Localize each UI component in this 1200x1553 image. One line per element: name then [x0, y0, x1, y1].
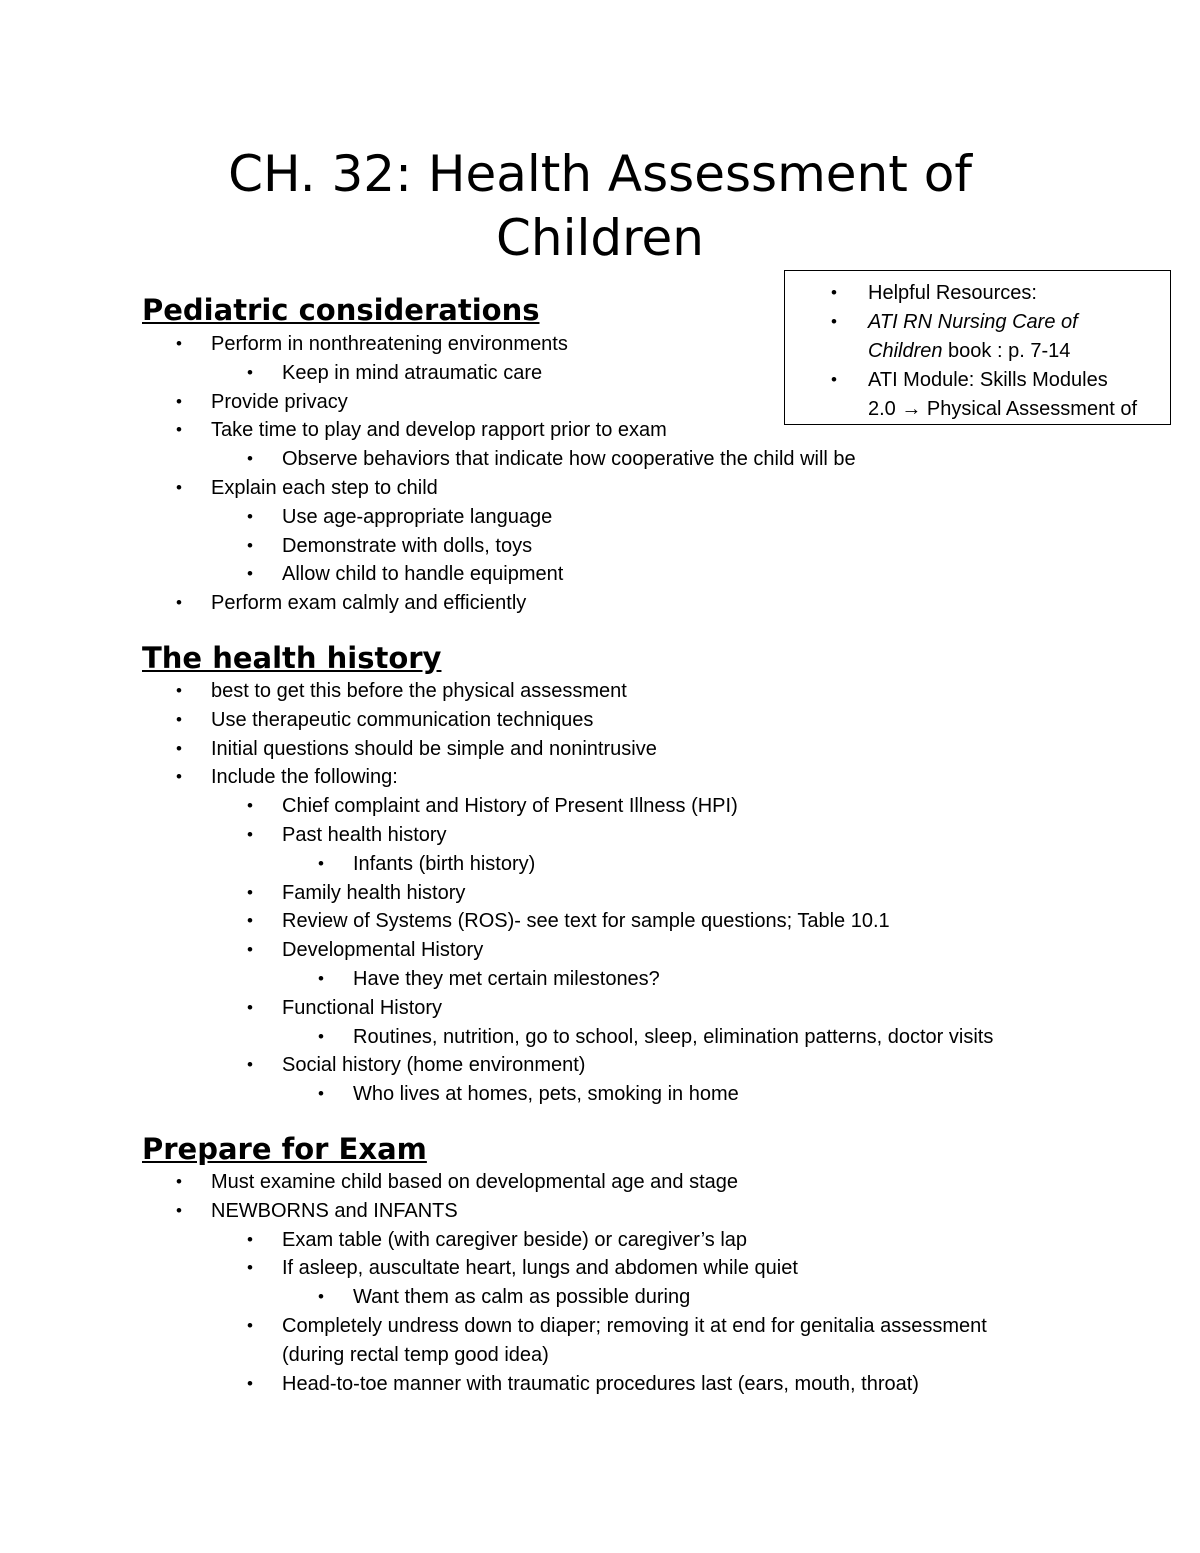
list-item-text: Past health history [282, 823, 447, 846]
list-item-text: Use age-appropriate language [282, 505, 553, 528]
bullet: • [831, 312, 837, 331]
bullet: • [247, 882, 253, 902]
section-heading-prepare: Prepare for Exam [142, 1132, 427, 1166]
bullet: • [318, 1084, 324, 1104]
list-item-text: Allow child to handle equipment [282, 563, 564, 586]
resource-book-title-2: Children [868, 340, 943, 362]
section-heading-pediatric: Pediatric considerations [142, 293, 540, 327]
list-item-text: Explain each step to child [211, 476, 438, 499]
list-item-text: Social history (home environment) [282, 1054, 586, 1077]
list-item-text: Family health history [282, 881, 466, 904]
resources-box [784, 270, 1171, 425]
resource-book-pages: book : p. 7-14 [942, 340, 1071, 362]
list-item-text: Developmental History [282, 939, 484, 962]
resources-heading: Helpful Resources: [868, 282, 1037, 304]
list-item-text: Functional History [282, 996, 443, 1019]
list-item-text: Completely undress down to diaper; removing it at end for genitalia assessment [282, 1314, 987, 1337]
list-item-text: Exam table (with caregiver beside) or caregiver’s lap [282, 1228, 748, 1251]
bullet: • [247, 564, 253, 584]
bullet: • [176, 477, 182, 497]
list-item-text: Review of Systems (ROS)- see text for sample questions; Table 10.1 [282, 910, 890, 933]
list-item-text: Infants (birth history) [353, 852, 536, 875]
bullet: • [247, 796, 253, 816]
bullet: • [247, 1315, 253, 1335]
list-item-text: Provide privacy [211, 390, 348, 413]
list-item-text: best to get this before the physical assessment [211, 680, 627, 702]
section-heading-history: The health history [142, 641, 442, 675]
list-item-text: NEWBORNS and INFANTS [211, 1199, 458, 1222]
bullet: • [247, 911, 253, 931]
bullet: • [247, 506, 253, 526]
bullet: • [176, 334, 182, 353]
resource-book-title: ATI RN Nursing Care of [868, 311, 1078, 333]
bullet: • [176, 709, 182, 729]
bullet: • [247, 449, 253, 469]
list-item-text: Chief complaint and History of Present Illness (HPI) [282, 795, 738, 818]
page-title [0, 142, 1200, 270]
resource-module-line-2: 2.0 → Physical Assessment of [868, 398, 1138, 420]
bullet: • [176, 767, 182, 787]
list-item-text: Perform in nonthreatening environments [211, 333, 568, 355]
bullet: • [318, 968, 324, 988]
bullet: • [247, 1229, 253, 1249]
bullet: • [318, 1287, 324, 1307]
bullet: • [318, 853, 324, 873]
bullet: • [176, 420, 182, 440]
list-item-text: Observe behaviors that indicate how cooperative the child will be [282, 448, 856, 471]
title-line-1: CH. 32: Health Assessment of [228, 145, 972, 203]
bullet: • [176, 1172, 182, 1191]
bullet: • [247, 362, 253, 382]
list-item-text: Want them as calm as possible during [353, 1286, 691, 1309]
bullet: • [176, 681, 182, 700]
bullet: • [247, 1373, 253, 1393]
list-item-text: Head-to-toe manner with traumatic procedures last (ears, mouth, throat) [282, 1372, 919, 1395]
bullet: • [176, 1200, 182, 1220]
list-item-text: Must examine child based on developmental age and stage [211, 1171, 739, 1193]
bullet: • [176, 593, 182, 613]
list-item-text: Use therapeutic communication techniques [211, 708, 594, 731]
bullet: • [318, 1026, 324, 1046]
bullet: • [831, 283, 837, 302]
title-line-2: Children [495, 209, 705, 267]
list-item-text: Routines, nutrition, go to school, sleep, elimination patterns, doctor visits [353, 1025, 994, 1048]
list-item-text: If asleep, auscultate heart, lungs and abdomen while quiet [282, 1257, 798, 1280]
bullet: • [247, 1055, 253, 1075]
list-item-text: Have they met certain milestones? [353, 967, 660, 990]
resource-book-line-1 [868, 308, 1078, 337]
bullet: • [176, 391, 182, 411]
list-item-text: Perform exam calmly and efficiently [211, 592, 527, 615]
bullet: • [247, 824, 253, 844]
bullet: • [831, 370, 837, 389]
bullet: • [247, 1258, 253, 1278]
bullet: • [247, 997, 253, 1017]
bullet: • [176, 738, 182, 758]
resource-module-line-1: ATI Module: Skills Modules [868, 369, 1108, 391]
list-item-text: Initial questions should be simple and nonintrusive [211, 737, 657, 760]
list-item-text: Take time to play and develop rapport prior to exam [211, 419, 667, 442]
bullet: • [247, 535, 253, 555]
list-item-text: Include the following: [211, 766, 398, 789]
list-item-text: Keep in mind atraumatic care [282, 361, 543, 384]
list-item-text: Demonstrate with dolls, toys [282, 534, 533, 557]
bullet: • [247, 940, 253, 960]
list-item-text: (during rectal temp good idea) [282, 1343, 549, 1366]
list-item-text: Who lives at homes, pets, smoking in home [353, 1083, 739, 1106]
resource-book-line-2 [868, 337, 1070, 366]
